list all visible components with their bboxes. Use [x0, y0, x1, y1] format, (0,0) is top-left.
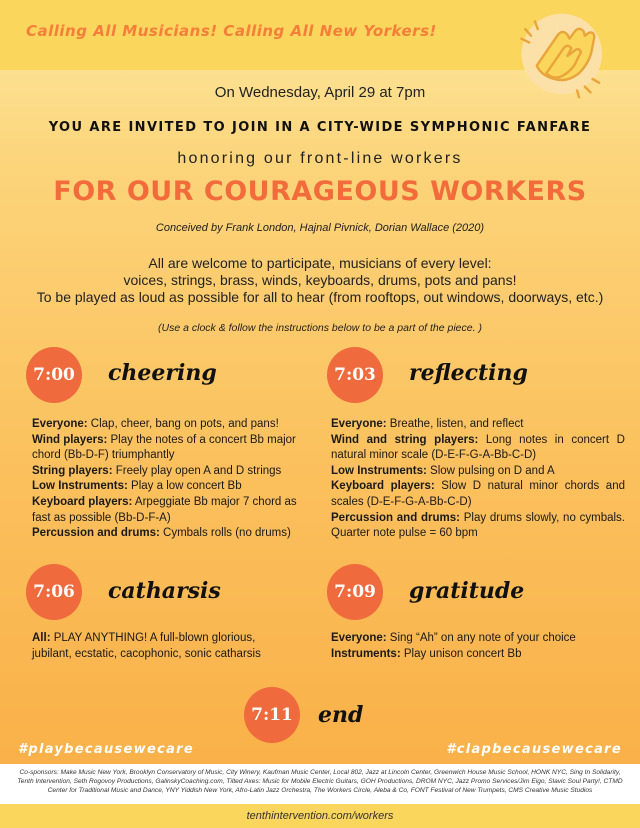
instruction-text: Freely play open A and D strings — [112, 464, 282, 477]
instruction-text: Cymbals rolls (no drums) — [159, 527, 291, 540]
instruction-label: Low Instruments: — [331, 464, 427, 477]
instruction-label: Low Instruments: — [32, 480, 128, 493]
instruction-label: Everyone: — [32, 418, 88, 430]
sponsors-list: Co-sponsors: Make Music New York, Brooklyn Conservatory of Music, City Winery, Kaufman Music Center, Local 802, Jazz at Lincoln Center, Greenwich House Music School, HONK NYC, Sing In Solidarity, Tenth Intervention, Seth Rogovoy Productions, GalinskyCoaching.com, Tilted Axes: Music for Mobile Electric Guitars, GOH Productions, DROM NYC, Jazz Promo Services/Jim Eigo, Slavic Soul Party!, CTMD Center for Traditional Music and Dance, YNY Yiddish New York, Afro-Latin Jazz Orchestra, The Workers Circle, Aleba & Co, FONT Festival of New Trumpets, CMS Creative Music Studios — [0, 764, 640, 804]
instruction-row — [331, 417, 625, 433]
instruction-label: Instruments: — [331, 647, 401, 660]
instruction-row — [32, 417, 312, 433]
time-badge-cheering: 7:00 — [26, 347, 82, 403]
instruction-text: Sing “Ah” on any note of your choice — [386, 632, 576, 644]
instruction-text: Arpeggiate Bb major 7 chord as fast as possible (Bb-D-F-A) — [32, 495, 297, 524]
instruction-label: Keyboard players: — [331, 480, 435, 493]
instruction-label: Wind and string players: — [331, 433, 479, 446]
instruction-text: Breathe, listen, and reflect — [386, 418, 524, 430]
time-badge-end: 7:11 — [244, 687, 300, 743]
instruction-row — [32, 526, 312, 542]
section-title-cheering: cheering — [108, 360, 217, 386]
instruction-row — [32, 495, 312, 526]
instruction-row — [32, 433, 312, 464]
instruction-label: Wind players: — [32, 433, 108, 446]
instruction-text: Play a low concert Bb — [127, 480, 242, 493]
instruction-text: Play the notes of a concert Bb major chord (Bb-D-F) triumphantly — [32, 433, 296, 462]
instruction-text: PLAY ANYTHING! A full-blown glorious, jubilant, ecstatic, cacophonic, sonic catharsis — [32, 632, 261, 660]
instruction-label: Everyone: — [331, 418, 387, 430]
instruction-row — [331, 511, 625, 542]
instruction-text: Play drums slowly, no cymbals. Quarter note pulse = 60 bpm — [331, 511, 625, 540]
instruction-label: Everyone: — [331, 632, 387, 644]
instructions-catharsis — [32, 631, 297, 662]
welcome-text — [0, 255, 640, 306]
footer-url[interactable]: tenthintervention.com/workers — [0, 804, 640, 828]
instruction-row — [331, 479, 625, 510]
hashtag-play: #playbecausewecare — [18, 742, 194, 757]
instruction-row — [32, 479, 312, 495]
welcome-line-2: voices, strings, brass, winds, keyboards, drums, pots and pans! — [123, 272, 517, 288]
honoring-line: honoring our front-line workers — [177, 150, 463, 167]
welcome-line-3: To be played as loud as possible for all to hear (from rooftops, out windows, doorways, etc.) — [36, 289, 604, 305]
instruction-row — [32, 631, 297, 662]
instruction-label: All: — [32, 632, 51, 644]
instructions-cheering — [32, 417, 312, 542]
instruction-text: Slow D natural minor chords and scales (D-E-F-G-A-Bb-C-D) — [331, 480, 625, 508]
instruction-row — [331, 647, 625, 663]
instruction-label: Percussion and drums: — [32, 527, 160, 540]
instruction-row — [331, 433, 625, 464]
section-title-gratitude: gratitude — [409, 578, 525, 604]
headline: Calling All Musicians! Calling All New Yorkers! — [26, 22, 437, 40]
instruction-row — [331, 464, 625, 480]
section-title-end: end — [318, 702, 364, 728]
instruction-label: Percussion and drums: — [331, 511, 460, 524]
instructions-gratitude — [331, 631, 625, 662]
time-badge-reflecting: 7:03 — [327, 347, 383, 403]
time-badge-catharsis: 7:06 — [26, 564, 82, 620]
instruction-label: String players: — [32, 464, 113, 477]
instruction-text: Clap, cheer, bang on pots, and pans! — [87, 418, 279, 430]
instruction-text: Slow pulsing on D and A — [426, 464, 555, 477]
time-badge-gratitude: 7:09 — [327, 564, 383, 620]
instruction-row — [32, 464, 312, 480]
instruction-row — [331, 631, 625, 647]
event-date: On Wednesday, April 29 at 7pm — [214, 84, 426, 101]
section-title-reflecting: reflecting — [409, 360, 528, 386]
section-title-catharsis: catharsis — [108, 578, 221, 604]
instructions-reflecting — [331, 417, 625, 542]
conceived-by: Conceived by Frank London, Hajnal Pivnick, Dorian Wallace (2020) — [155, 222, 485, 234]
instruction-text: Play unison concert Bb — [400, 647, 522, 660]
invite-line: YOU ARE INVITED TO JOIN IN A CITY-WIDE SYMPHONIC FANFARE — [48, 120, 592, 135]
page-title: FOR OUR COURAGEOUS WORKERS — [53, 176, 587, 207]
welcome-line-1: All are welcome to participate, musicians of every level: — [148, 255, 492, 271]
hashtag-clap: #clapbecausewecare — [446, 742, 622, 757]
instruction-text: Long notes in concert D natural minor scale (D-E-F-G-A-Bb-C-D) — [331, 433, 625, 462]
clock-note: (Use a clock & follow the instructions below to be a part of the piece. ) — [158, 322, 482, 334]
hashtags — [0, 740, 640, 762]
instruction-label: Keyboard players: — [32, 495, 133, 508]
